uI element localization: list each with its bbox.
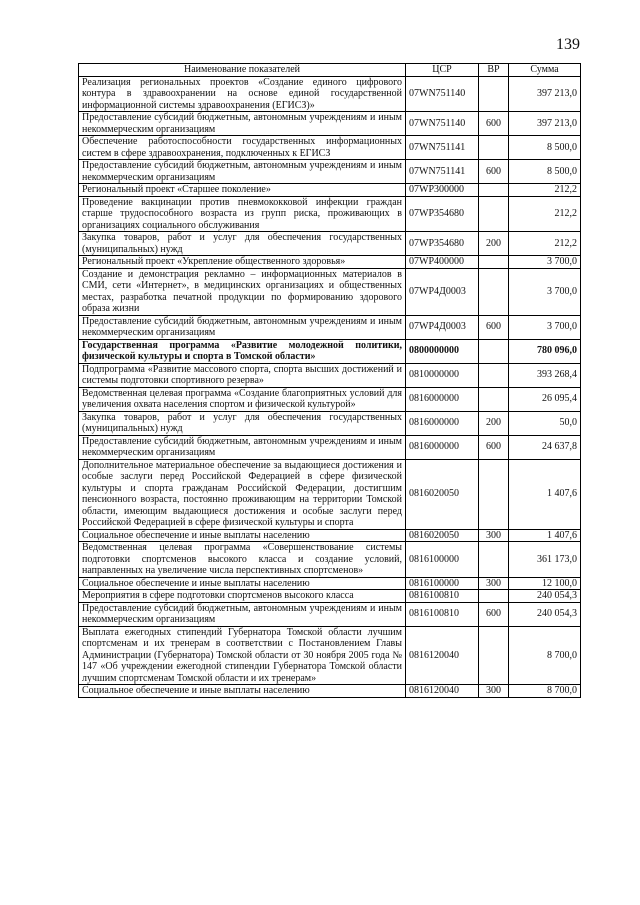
cell-csr: 0816000000 bbox=[406, 411, 479, 435]
table-row bbox=[79, 184, 581, 197]
cell-sum: 3 700,0 bbox=[509, 268, 581, 315]
table-row bbox=[79, 232, 581, 256]
cell-sum: 24 637,8 bbox=[509, 435, 581, 459]
cell-sum: 212,2 bbox=[509, 196, 581, 232]
cell-sum: 240 054,3 bbox=[509, 602, 581, 626]
cell-vr bbox=[479, 184, 509, 197]
cell-csr: 07WP4Д0003 bbox=[406, 315, 479, 339]
table-row bbox=[79, 459, 581, 529]
cell-vr: 600 bbox=[479, 315, 509, 339]
cell-sum: 3 700,0 bbox=[509, 256, 581, 269]
cell-csr: 0816120040 bbox=[406, 685, 479, 698]
cell-csr: 07WP400000 bbox=[406, 256, 479, 269]
table-row bbox=[79, 577, 581, 590]
cell-name: Реализация региональных проектов «Создание единого цифрового контура в здравоохранении на основе единой государственной информационной системы здравоохранения (ЕГИСЗ)» bbox=[79, 76, 406, 112]
cell-csr: 07WN751140 bbox=[406, 76, 479, 112]
table-row bbox=[79, 685, 581, 698]
cell-sum: 8 500,0 bbox=[509, 160, 581, 184]
cell-name: Социальное обеспечение и иные выплаты населению bbox=[79, 529, 406, 542]
table-row bbox=[79, 76, 581, 112]
cell-name: Социальное обеспечение и иные выплаты населению bbox=[79, 577, 406, 590]
cell-vr bbox=[479, 196, 509, 232]
header-csr: ЦСР bbox=[406, 64, 479, 77]
cell-vr: 600 bbox=[479, 112, 509, 136]
cell-sum: 240 054,3 bbox=[509, 590, 581, 603]
cell-vr: 600 bbox=[479, 602, 509, 626]
cell-vr: 600 bbox=[479, 435, 509, 459]
cell-csr: 07WP354680 bbox=[406, 232, 479, 256]
cell-vr bbox=[479, 363, 509, 387]
cell-vr bbox=[479, 268, 509, 315]
cell-sum: 393 268,4 bbox=[509, 363, 581, 387]
header-sum: Сумма bbox=[509, 64, 581, 77]
cell-sum: 212,2 bbox=[509, 184, 581, 197]
cell-sum: 780 096,0 bbox=[509, 339, 581, 363]
cell-vr: 600 bbox=[479, 160, 509, 184]
table-row bbox=[79, 435, 581, 459]
cell-csr: 0816000000 bbox=[406, 435, 479, 459]
cell-name: Предоставление субсидий бюджетным, автономным учреждениям и иным некоммерческим организациям bbox=[79, 112, 406, 136]
cell-name: Региональный проект «Укрепление общественного здоровья» bbox=[79, 256, 406, 269]
cell-name: Подпрограмма «Развитие массового спорта, спорта высших достижений и системы подготовки спортивного резерва» bbox=[79, 363, 406, 387]
cell-vr: 200 bbox=[479, 411, 509, 435]
table-row bbox=[79, 339, 581, 363]
cell-csr: 0816120040 bbox=[406, 626, 479, 685]
cell-name: Закупка товаров, работ и услуг для обеспечения государственных (муниципальных) нужд bbox=[79, 411, 406, 435]
cell-csr: 0816100810 bbox=[406, 590, 479, 603]
cell-sum: 8 500,0 bbox=[509, 136, 581, 160]
cell-csr: 07WP300000 bbox=[406, 184, 479, 197]
table-row bbox=[79, 256, 581, 269]
table-row bbox=[79, 590, 581, 603]
cell-name: Мероприятия в сфере подготовки спортсменов высокого класса bbox=[79, 590, 406, 603]
cell-sum: 1 407,6 bbox=[509, 459, 581, 529]
table-row bbox=[79, 112, 581, 136]
cell-vr: 300 bbox=[479, 685, 509, 698]
cell-name: Предоставление субсидий бюджетным, автономным учреждениям и иным некоммерческим организациям bbox=[79, 435, 406, 459]
cell-csr: 07WP354680 bbox=[406, 196, 479, 232]
cell-csr: 0816020050 bbox=[406, 529, 479, 542]
cell-name: Социальное обеспечение и иные выплаты населению bbox=[79, 685, 406, 698]
cell-name: Закупка товаров, работ и услуг для обеспечения государственных (муниципальных) нужд bbox=[79, 232, 406, 256]
cell-vr bbox=[479, 542, 509, 578]
cell-csr: 07WN751141 bbox=[406, 136, 479, 160]
header-name: Наименование показателей bbox=[79, 64, 406, 77]
cell-vr bbox=[479, 256, 509, 269]
header-vr: ВР bbox=[479, 64, 509, 77]
table-row bbox=[79, 160, 581, 184]
table-row bbox=[79, 315, 581, 339]
cell-name: Государственная программа «Развитие молодежной политики, физической культуры и спорта в Томской области» bbox=[79, 339, 406, 363]
cell-vr: 300 bbox=[479, 529, 509, 542]
cell-name: Дополнительное материальное обеспечение за выдающиеся достижения и особые заслуги перед Российской Федерацией в сфере физической культуры и спорта гражданам Российской Федерации, достигшим пенсионного возраста, постоянно проживающим на территории Томской области, имеющим выдающиеся достижения и особые заслуги перед Российской Федерацией в сфере физической культуры и спорта bbox=[79, 459, 406, 529]
cell-name: Создание и демонстрация рекламно – информационных материалов в СМИ, сети «Интернет», в медицинских организациях и общественных местах, разработка печатной продукции по формированию здорового образа жизни bbox=[79, 268, 406, 315]
cell-sum: 212,2 bbox=[509, 232, 581, 256]
cell-vr bbox=[479, 76, 509, 112]
table-row bbox=[79, 529, 581, 542]
cell-csr: 07WN751140 bbox=[406, 112, 479, 136]
cell-csr: 0800000000 bbox=[406, 339, 479, 363]
cell-name: Предоставление субсидий бюджетным, автономным учреждениям и иным некоммерческим организациям bbox=[79, 160, 406, 184]
table-row bbox=[79, 136, 581, 160]
cell-sum: 397 213,0 bbox=[509, 76, 581, 112]
table-body bbox=[79, 76, 581, 697]
page-number: 139 bbox=[556, 36, 580, 53]
cell-sum: 12 100,0 bbox=[509, 577, 581, 590]
cell-sum: 3 700,0 bbox=[509, 315, 581, 339]
cell-csr: 0816100000 bbox=[406, 577, 479, 590]
cell-vr bbox=[479, 387, 509, 411]
cell-csr: 07WN751141 bbox=[406, 160, 479, 184]
cell-sum: 1 407,6 bbox=[509, 529, 581, 542]
cell-sum: 397 213,0 bbox=[509, 112, 581, 136]
cell-vr bbox=[479, 136, 509, 160]
cell-name: Обеспечение работоспособности государственных информационных систем в сфере здравоохранения, подключенных к ЕГИСЗ bbox=[79, 136, 406, 160]
cell-name: Ведомственная целевая программа «Совершенствование системы подготовки спортсменов высокого класса и создание условий, направленных на увеличение числа перспективных спортсменов» bbox=[79, 542, 406, 578]
table-row bbox=[79, 363, 581, 387]
budget-table bbox=[78, 63, 581, 698]
cell-csr: 07WP4Д0003 bbox=[406, 268, 479, 315]
cell-name: Ведомственная целевая программа «Создание благоприятных условий для увеличения охвата населения спортом и физической культурой» bbox=[79, 387, 406, 411]
cell-vr bbox=[479, 590, 509, 603]
table-row bbox=[79, 626, 581, 685]
cell-csr: 0816000000 bbox=[406, 387, 479, 411]
cell-name: Выплата ежегодных стипендий Губернатора Томской области лучшим спортсменам и их тренерам в соответствии с Постановлением Главы Администрации (Губернатора) Томской области от 30 ноября 2005 года № 147 «Об учреждении ежегодной стипендии Губернатора Томской области лучшим спортсменам Томской области и их тренерам» bbox=[79, 626, 406, 685]
table-row bbox=[79, 602, 581, 626]
cell-vr bbox=[479, 626, 509, 685]
cell-sum: 50,0 bbox=[509, 411, 581, 435]
table-header-row bbox=[79, 64, 581, 77]
cell-csr: 0816020050 bbox=[406, 459, 479, 529]
cell-sum: 8 700,0 bbox=[509, 626, 581, 685]
cell-vr: 300 bbox=[479, 577, 509, 590]
cell-name: Проведение вакцинации против пневмококковой инфекции граждан старше трудоспособного возраста из групп риска, проживающих в организациях социального обслуживания bbox=[79, 196, 406, 232]
table-row bbox=[79, 411, 581, 435]
cell-vr bbox=[479, 339, 509, 363]
cell-vr: 200 bbox=[479, 232, 509, 256]
cell-name: Предоставление субсидий бюджетным, автономным учреждениям и иным некоммерческим организациям bbox=[79, 315, 406, 339]
cell-sum: 26 095,4 bbox=[509, 387, 581, 411]
table-row bbox=[79, 387, 581, 411]
cell-sum: 8 700,0 bbox=[509, 685, 581, 698]
cell-sum: 361 173,0 bbox=[509, 542, 581, 578]
cell-csr: 0810000000 bbox=[406, 363, 479, 387]
table-row bbox=[79, 542, 581, 578]
cell-name: Предоставление субсидий бюджетным, автономным учреждениям и иным некоммерческим организациям bbox=[79, 602, 406, 626]
cell-csr: 0816100810 bbox=[406, 602, 479, 626]
cell-csr: 0816100000 bbox=[406, 542, 479, 578]
cell-name: Региональный проект «Старшее поколение» bbox=[79, 184, 406, 197]
table-row bbox=[79, 196, 581, 232]
cell-vr bbox=[479, 459, 509, 529]
table-row bbox=[79, 268, 581, 315]
